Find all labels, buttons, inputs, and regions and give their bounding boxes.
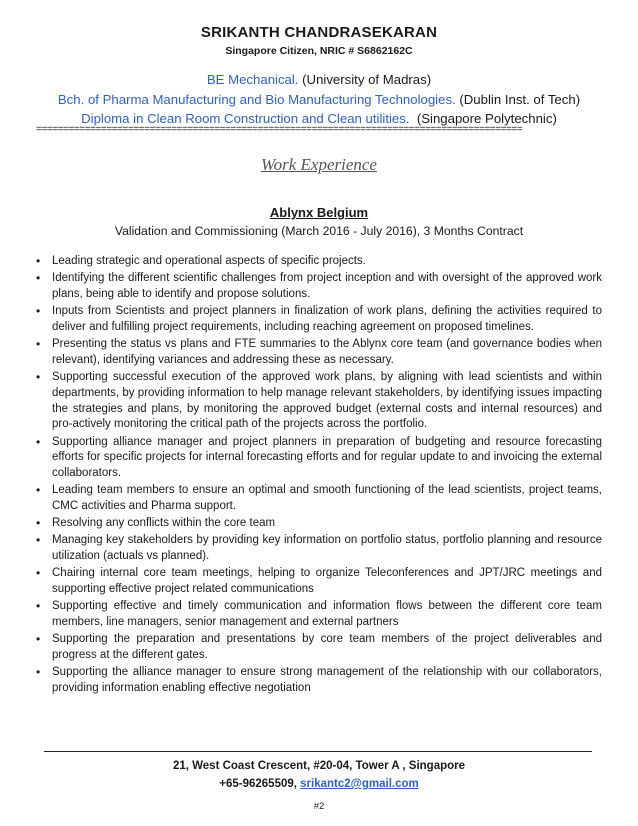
list-item: • Supporting the alliance manager to ensure strong management of the relationship with our collaborators, providing information enabling effective negotiation: [36, 665, 602, 696]
education-school: (Singapore Polytechnic): [416, 111, 557, 126]
education-degree: Diploma in Clean Room Construction and Clean utilities.: [81, 111, 410, 126]
company-name: Ablynx Belgium: [269, 205, 369, 220]
list-item: • Supporting the preparation and presentations by core team members of the project deliverables and progress at the different gates.: [36, 632, 602, 663]
page-number: #2: [313, 801, 325, 812]
list-item: • Chairing internal core team meetings, helping to organize Teleconferences and JPT/JRC meetings and supporting effective project related communications: [36, 566, 602, 597]
phone-number: +65-96265509,: [219, 778, 297, 790]
list-item: • Supporting effective and timely communication and information flows between the different core team members, line managers, senior management and external partners: [36, 599, 602, 630]
job-role: Validation and Commissioning (March 2016 - July 2016), 3 Months Contract: [114, 224, 524, 238]
list-item: • Resolving any conflicts within the core team: [36, 516, 602, 532]
responsibility-list: [36, 254, 602, 698]
footer-divider: [44, 751, 592, 752]
education-school: (University of Madras): [302, 72, 432, 87]
education-line-1: [0, 72, 638, 87]
section-title: Work Experience: [261, 155, 377, 174]
separator-line: ==========================================================================================: [36, 125, 523, 136]
list-item: • Managing key stakeholders by providing key information on portfolio status, portfolio planning and resource utilization (actuals vs planned).: [36, 533, 602, 564]
education-degree: Bch. of Pharma Manufacturing and Bio Manufacturing Technologies.: [57, 92, 456, 107]
list-item: • Inputs from Scientists and project planners in finalization of work plans, defining the activities required to deliver and fulfilling project requirements, including reaching agreement on proposed timelines.: [36, 304, 602, 335]
citizenship-line: Singapore Citizen, NRIC # S6862162C: [225, 45, 413, 57]
education-school: (Dublin Inst. of Tech): [459, 92, 581, 107]
list-item: • Supporting alliance manager and project planners in preparation of budgeting and resource forecasting efforts for specific projects for internal forecasting efforts and for regular update to and invoicing the external collaborators.: [36, 435, 602, 482]
list-item: • Leading team members to ensure an optimal and smooth functioning of the lead scientists, project teams, CMC activities and Pharma support.: [36, 483, 602, 514]
email-link[interactable]: srikantc2@gmail.com: [300, 778, 419, 790]
list-item: • Supporting successful execution of the approved work plans, by aligning with lead scientists and within departments, by providing information to help manage relevant stakeholders, by identifying issues impacting the strategies and plans, by monitoring the approved budget (external costs and internal resources) and pro-actively monitoring the critical path of the projects across the portfolio.: [36, 370, 602, 432]
candidate-name: SRIKANTH CHANDRASEKARAN: [200, 24, 438, 41]
footer-contact: [0, 778, 638, 790]
education-line-2: [0, 92, 638, 107]
footer-address: 21, West Coast Crescent, #20-04, Tower A , Singapore: [172, 760, 466, 772]
list-item: • Leading strategic and operational aspects of specific projects.: [36, 254, 602, 270]
list-item: • Presenting the status vs plans and FTE summaries to the Ablynx core team (and governance bodies when relevant), identifying variances and addressing these as necessary.: [36, 337, 602, 368]
list-item: • Identifying the different scientific challenges from project inception and with oversight of the approved work plans, being able to identify and propose solutions.: [36, 271, 602, 302]
education-degree: BE Mechanical.: [206, 72, 299, 87]
education-line-3: [0, 111, 638, 126]
